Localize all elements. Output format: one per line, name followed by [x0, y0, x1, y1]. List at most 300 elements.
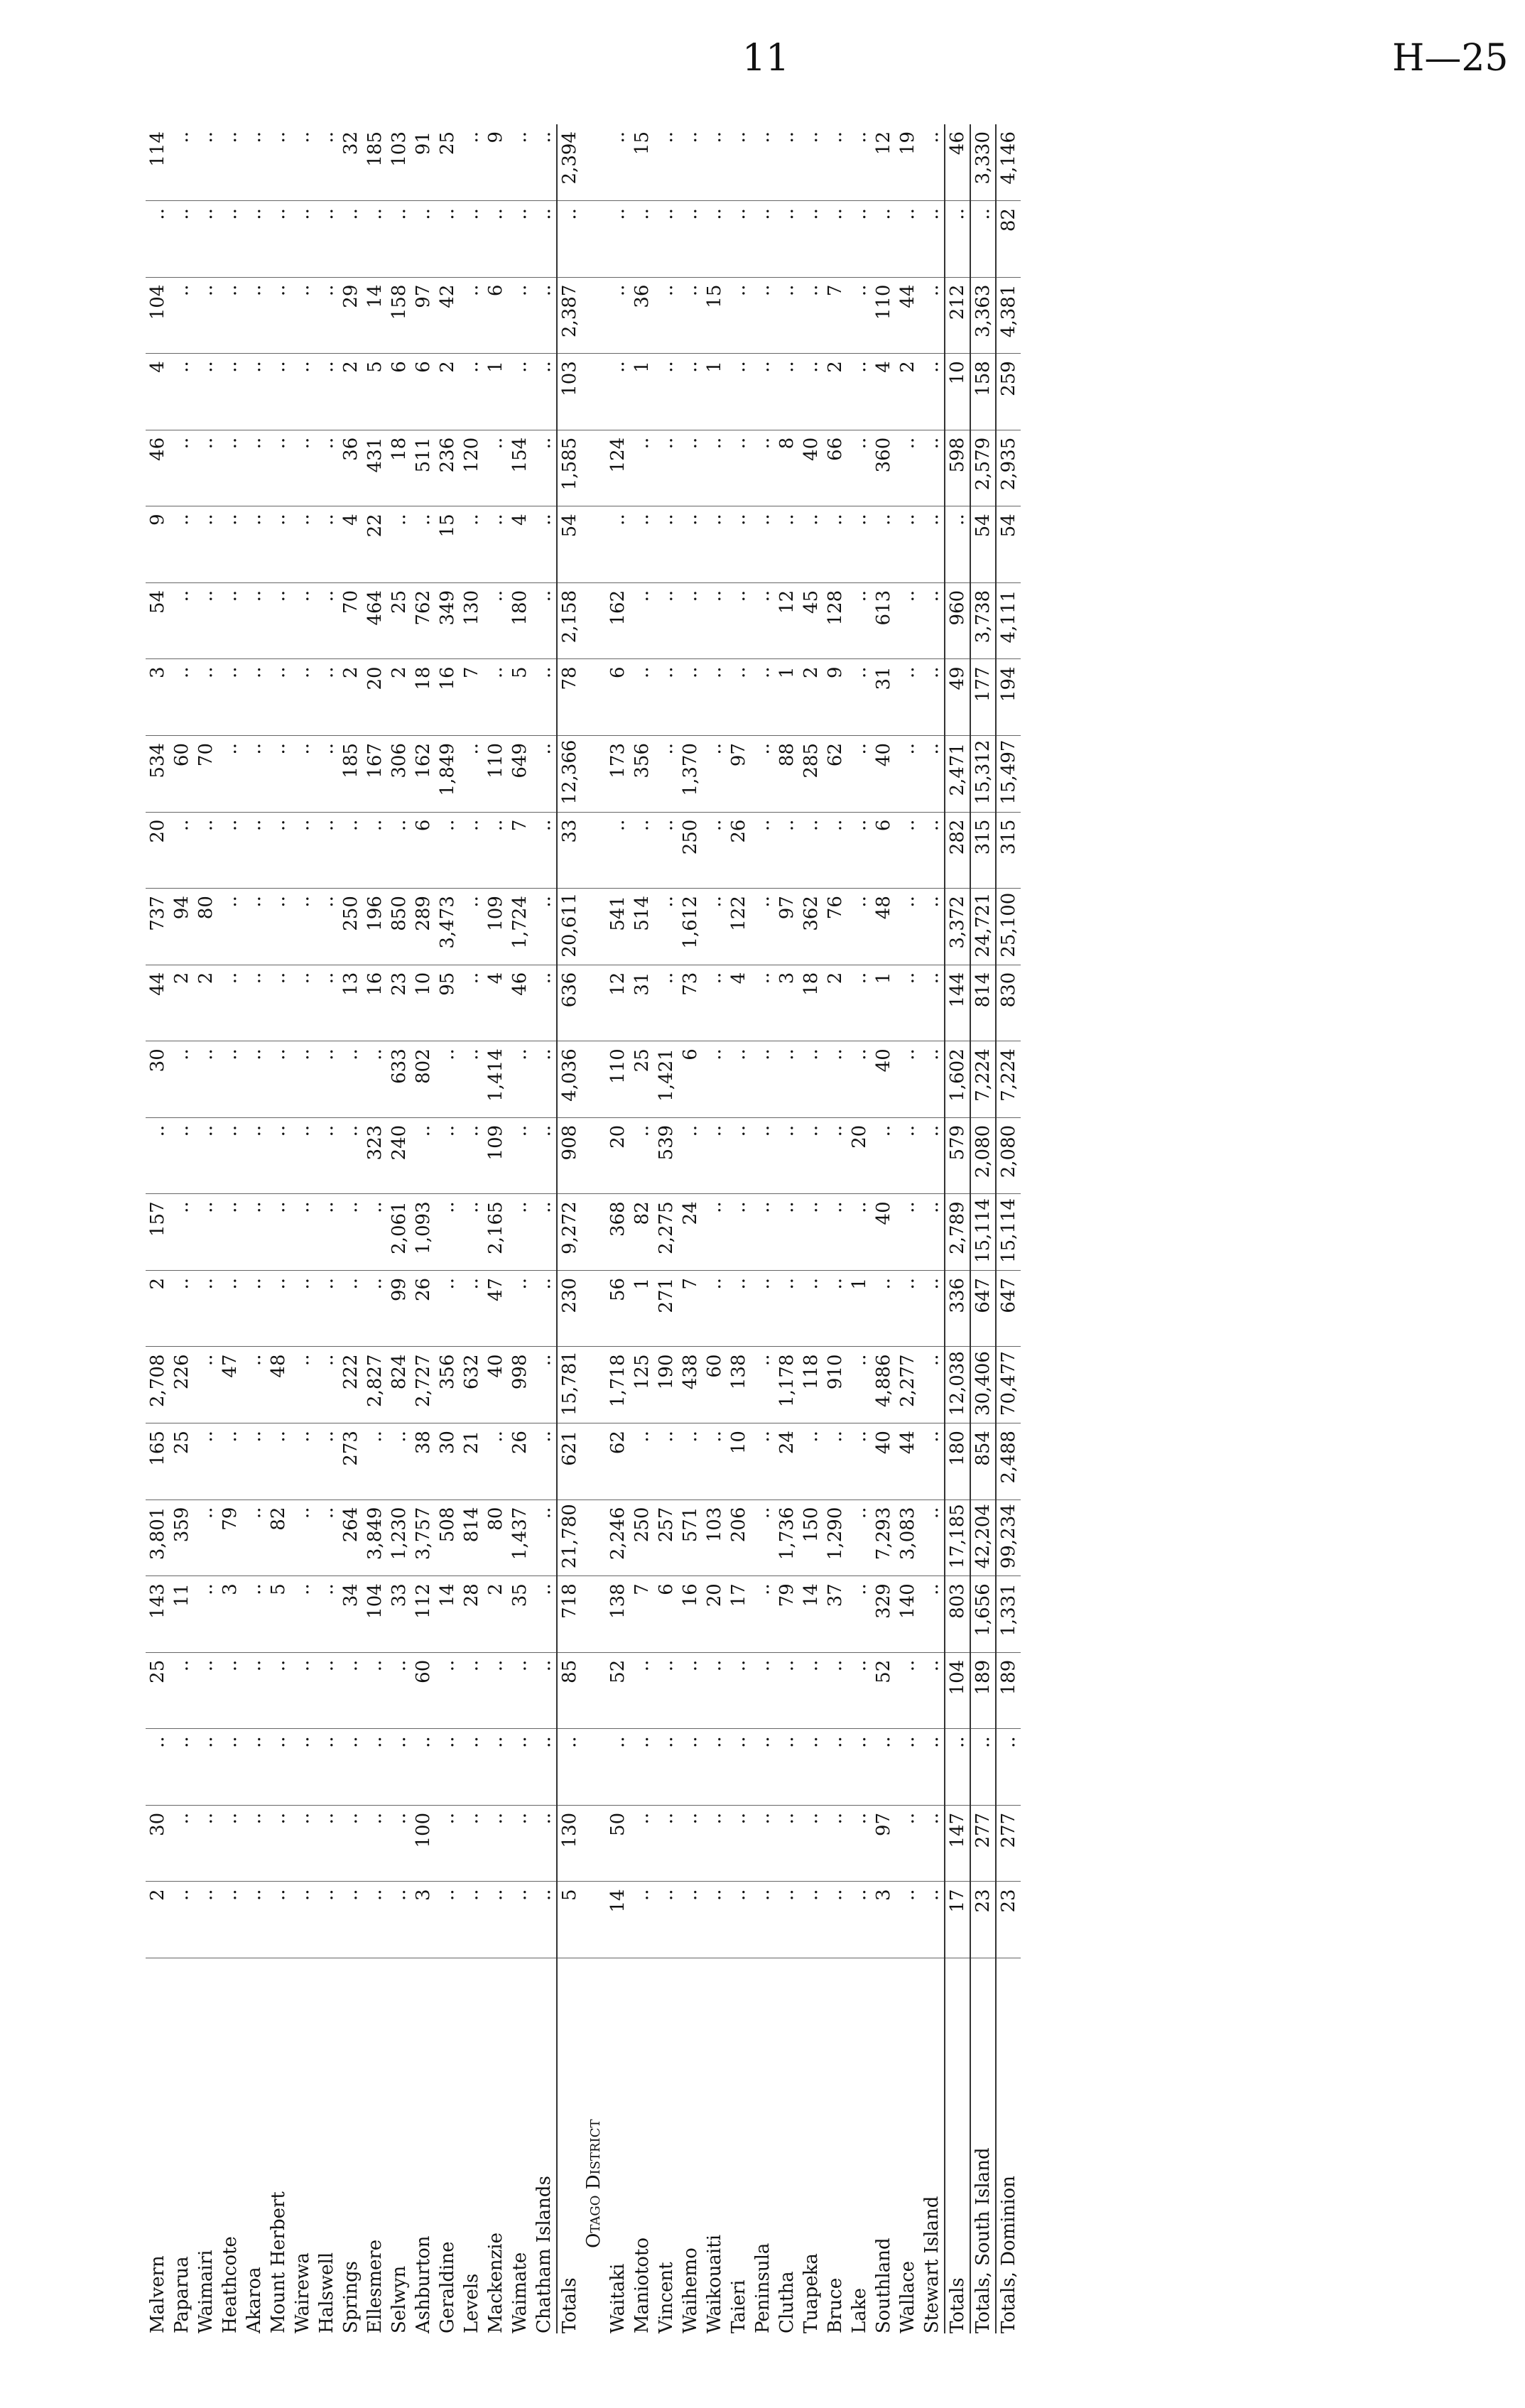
- table-cell: ..: [532, 582, 557, 659]
- table-cell: 185: [339, 736, 363, 813]
- table-cell: 82: [266, 1499, 291, 1576]
- table-cell: ..: [315, 812, 339, 889]
- table-cell: ..: [194, 1805, 218, 1882]
- table-cell: ..: [847, 1576, 872, 1653]
- table-cell: 21: [460, 1423, 484, 1500]
- table-cell: ..: [266, 1270, 291, 1347]
- table-cell: 62: [823, 736, 847, 813]
- table-cell: 31: [872, 659, 896, 736]
- table-cell: ..: [218, 354, 242, 430]
- table-cell: 830: [996, 965, 1021, 1041]
- table-cell: ..: [775, 1805, 799, 1882]
- table-cell: [582, 1729, 606, 1806]
- table-cell: ..: [266, 1882, 291, 1958]
- table-cell: ..: [194, 1499, 218, 1576]
- table-cell: ..: [170, 1194, 194, 1271]
- table-cell: 7,224: [996, 1041, 1021, 1118]
- table-cell: ..: [387, 1882, 411, 1958]
- table-cell: ..: [751, 201, 775, 278]
- table-cell: ..: [702, 1652, 727, 1729]
- table-cell: ..: [315, 277, 339, 354]
- table-cell: 143: [146, 1576, 170, 1653]
- table-cell: ..: [532, 1194, 557, 1271]
- table-row-total: [557, 124, 582, 2333]
- table-cell: 36: [630, 277, 654, 354]
- table-cell: ..: [291, 1652, 315, 1729]
- table-cell: 1: [630, 1270, 654, 1347]
- table-cell: 7: [508, 812, 532, 889]
- table-cell: ..: [315, 1347, 339, 1423]
- table-cell: ..: [702, 1423, 727, 1500]
- row-label: Wallace: [897, 2260, 918, 2333]
- table-cell: 240: [387, 1117, 411, 1194]
- table-cell: 1,414: [484, 1041, 508, 1118]
- table-cell: ..: [678, 1423, 702, 1500]
- table-cell: ..: [315, 201, 339, 278]
- table-cell: [582, 582, 606, 659]
- table-cell: ..: [751, 1499, 775, 1576]
- table-cell: 4: [872, 354, 896, 430]
- table-cell: ..: [266, 506, 291, 583]
- table-cell: 15,781: [557, 1347, 582, 1423]
- table-cell: ..: [242, 430, 266, 506]
- table-cell: 1,656: [970, 1576, 996, 1653]
- table-cell: ..: [242, 1270, 266, 1347]
- statistics-table: [146, 124, 1021, 2333]
- table-cell: 33: [387, 1576, 411, 1653]
- table-row: [847, 124, 872, 2333]
- table-cell: ..: [847, 1652, 872, 1729]
- table-cell: ..: [435, 1270, 460, 1347]
- table-cell: 7: [823, 277, 847, 354]
- table-cell: ..: [775, 506, 799, 583]
- table-cell: ..: [363, 1652, 387, 1729]
- row-label: Totals, Dominion: [996, 1958, 1021, 2334]
- table-cell: 12: [775, 582, 799, 659]
- table-cell: 534: [146, 736, 170, 813]
- table-cell: ..: [242, 1423, 266, 1500]
- table-cell: ..: [266, 1041, 291, 1118]
- table-cell: 1,437: [508, 1499, 532, 1576]
- table-row: [799, 124, 823, 2333]
- table-cell: ..: [170, 124, 194, 201]
- table-cell: 147: [945, 1805, 970, 1882]
- table-cell: 9: [484, 124, 508, 201]
- table-cell: ..: [823, 1194, 847, 1271]
- table-cell: 76: [823, 889, 847, 965]
- row-label: Chatham Islands: [533, 2176, 555, 2333]
- table-cell: 2: [387, 659, 411, 736]
- table-cell: 24: [678, 1194, 702, 1271]
- table-cell: ..: [363, 1270, 387, 1347]
- table-cell: ..: [266, 965, 291, 1041]
- table-cell: ..: [847, 965, 872, 1041]
- table-cell: 908: [557, 1117, 582, 1194]
- table-cell: 52: [872, 1652, 896, 1729]
- table-cell: 154: [508, 430, 532, 506]
- table-cell: ..: [484, 582, 508, 659]
- table-cell: 4,111: [996, 582, 1021, 659]
- table-cell: ..: [823, 201, 847, 278]
- table-cell: ..: [751, 277, 775, 354]
- table-cell: ..: [387, 201, 411, 278]
- table-cell: ..: [532, 1652, 557, 1729]
- table-cell: [582, 354, 606, 430]
- table-cell: ..: [920, 1499, 945, 1576]
- row-label: Vincent: [656, 2262, 677, 2333]
- table-cell: ..: [920, 736, 945, 813]
- table-cell: ..: [896, 1805, 920, 1882]
- table-cell: ..: [218, 1805, 242, 1882]
- table-cell: 306: [387, 736, 411, 813]
- table-cell: ..: [727, 1882, 751, 1958]
- table-cell: ..: [702, 201, 727, 278]
- table-row: [435, 124, 460, 2333]
- table-cell: ..: [654, 201, 678, 278]
- table-cell: ..: [847, 1499, 872, 1576]
- table-cell: 48: [266, 1347, 291, 1423]
- table-cell: ..: [363, 812, 387, 889]
- page-reference: H—25: [1392, 37, 1509, 80]
- table-cell: 18: [387, 430, 411, 506]
- table-cell: 2,061: [387, 1194, 411, 1271]
- table-cell: ..: [291, 582, 315, 659]
- table-cell: 54: [146, 582, 170, 659]
- table-row: [775, 124, 799, 2333]
- table-row: [146, 124, 170, 2333]
- row-label: Maniototo: [631, 2237, 653, 2333]
- table-cell: ..: [508, 1041, 532, 1118]
- table-cell: ..: [896, 1117, 920, 1194]
- table-cell: ..: [266, 582, 291, 659]
- table-cell: ..: [751, 1041, 775, 1118]
- row-label: Totals, South Island: [970, 1958, 996, 2334]
- table-cell: 5: [557, 1882, 582, 1958]
- table-cell: ..: [218, 1652, 242, 1729]
- table-cell: 85: [557, 1652, 582, 1729]
- table-cell: ..: [363, 1805, 387, 1882]
- table-cell: 329: [872, 1576, 896, 1653]
- table-cell: ..: [654, 889, 678, 965]
- table-cell: ..: [218, 506, 242, 583]
- table-row-total: [945, 124, 970, 2333]
- table-cell: 2,727: [411, 1347, 435, 1423]
- row-label: Akaroa: [244, 2267, 265, 2333]
- table-cell: ..: [387, 1423, 411, 1500]
- table-cell: ..: [678, 1805, 702, 1882]
- table-cell: ..: [751, 354, 775, 430]
- table-cell: 541: [606, 889, 630, 965]
- table-cell: 15: [435, 506, 460, 583]
- table-cell: ..: [799, 1652, 823, 1729]
- table-cell: 158: [970, 354, 996, 430]
- table-cell: 15,114: [996, 1194, 1021, 1271]
- table-cell: ..: [291, 736, 315, 813]
- table-cell: 10: [411, 965, 435, 1041]
- table-cell: 104: [945, 1652, 970, 1729]
- table-cell: ..: [291, 354, 315, 430]
- table-cell: 20: [702, 1576, 727, 1653]
- table-cell: 24,721: [970, 889, 996, 965]
- table-cell: ..: [363, 1882, 387, 1958]
- table-cell: 12,366: [557, 736, 582, 813]
- table-cell: ..: [170, 1270, 194, 1347]
- table-row: [727, 124, 751, 2333]
- table-cell: ..: [218, 659, 242, 736]
- table-cell: ..: [775, 277, 799, 354]
- table-cell: ..: [896, 1270, 920, 1347]
- table-cell: 6: [411, 812, 435, 889]
- table-cell: 56: [606, 1270, 630, 1347]
- table-cell: ..: [508, 1270, 532, 1347]
- table-cell: ..: [532, 1805, 557, 1882]
- table-cell: ..: [218, 201, 242, 278]
- table-cell: ..: [170, 1117, 194, 1194]
- table-cell: ..: [339, 201, 363, 278]
- table-cell: 45: [799, 582, 823, 659]
- table-cell: 5: [266, 1576, 291, 1653]
- table-cell: 128: [823, 582, 847, 659]
- table-cell: 60: [702, 1347, 727, 1423]
- table-cell: ..: [823, 124, 847, 201]
- table-cell: ..: [508, 124, 532, 201]
- table-cell: ..: [218, 430, 242, 506]
- table-cell: 80: [194, 889, 218, 965]
- table-cell: ..: [315, 889, 339, 965]
- table-cell: ..: [242, 812, 266, 889]
- table-cell: ..: [678, 506, 702, 583]
- table-cell: ..: [411, 1117, 435, 1194]
- table-cell: 40: [872, 736, 896, 813]
- table-cell: ..: [315, 124, 339, 201]
- table-cell: 206: [727, 1499, 751, 1576]
- row-label: Waimate: [509, 2252, 531, 2333]
- table-cell: 44: [146, 965, 170, 1041]
- table-cell: 4,381: [996, 277, 1021, 354]
- table-cell: ..: [460, 1041, 484, 1118]
- table-cell: 37: [823, 1576, 847, 1653]
- table-cell: ..: [920, 1576, 945, 1653]
- table-cell: ..: [751, 1652, 775, 1729]
- table-cell: 33: [557, 812, 582, 889]
- table-cell: 3,738: [970, 582, 996, 659]
- table-cell: 3,849: [363, 1499, 387, 1576]
- table-cell: ..: [557, 1729, 582, 1806]
- table-cell: 30: [146, 1041, 170, 1118]
- table-cell: ..: [266, 1652, 291, 1729]
- table-cell: ..: [532, 1347, 557, 1423]
- table-cell: ..: [170, 812, 194, 889]
- table-cell: ..: [799, 1194, 823, 1271]
- table-cell: 2: [194, 965, 218, 1041]
- table-cell: ..: [484, 812, 508, 889]
- table-cell: ..: [242, 124, 266, 201]
- table-cell: ..: [630, 1423, 654, 1500]
- table-cell: ..: [751, 1194, 775, 1271]
- table-cell: ..: [945, 506, 970, 583]
- table-cell: 2,579: [970, 430, 996, 506]
- table-cell: 109: [484, 1117, 508, 1194]
- table-cell: ..: [291, 889, 315, 965]
- table-cell: 46: [945, 124, 970, 201]
- row-label: Mackenzie: [485, 2233, 506, 2333]
- table-cell: 44: [896, 1423, 920, 1500]
- table-cell: ..: [896, 965, 920, 1041]
- table-cell: ..: [751, 1423, 775, 1500]
- table-cell: 2: [823, 354, 847, 430]
- table-cell: 1,230: [387, 1499, 411, 1576]
- table-cell: ..: [315, 659, 339, 736]
- table-cell: ..: [678, 1729, 702, 1806]
- table-cell: ..: [896, 430, 920, 506]
- table-cell: 48: [872, 889, 896, 965]
- table-cell: ..: [339, 1882, 363, 1958]
- table-cell: 50: [606, 1805, 630, 1882]
- table-cell: 44: [896, 277, 920, 354]
- table-cell: ..: [727, 354, 751, 430]
- table-cell: 737: [146, 889, 170, 965]
- table-cell: ..: [508, 1194, 532, 1271]
- table-cell: ..: [291, 506, 315, 583]
- table-cell: ..: [920, 965, 945, 1041]
- table-cell: ..: [532, 277, 557, 354]
- table-cell: ..: [170, 1805, 194, 1882]
- table-cell: ..: [315, 1576, 339, 1653]
- table-cell: 2,471: [945, 736, 970, 813]
- table-cell: ..: [702, 812, 727, 889]
- table-cell: ..: [654, 1729, 678, 1806]
- table-cell: ..: [266, 736, 291, 813]
- table-cell: ..: [654, 1423, 678, 1500]
- table-cell: 162: [606, 582, 630, 659]
- table-cell: ..: [194, 201, 218, 278]
- table-row: [896, 124, 920, 2333]
- row-label: Bruce: [825, 2277, 846, 2333]
- table-cell: 130: [460, 582, 484, 659]
- row-label: Geraldine: [437, 2241, 458, 2333]
- table-cell: ..: [291, 1805, 315, 1882]
- table-cell: ..: [266, 201, 291, 278]
- table-cell: ..: [896, 1041, 920, 1118]
- table-cell: ..: [242, 1117, 266, 1194]
- table-cell: ..: [678, 430, 702, 506]
- table-cell: ..: [823, 1270, 847, 1347]
- table-cell: ..: [678, 277, 702, 354]
- table-cell: ..: [606, 277, 630, 354]
- table-cell: ..: [242, 1347, 266, 1423]
- table-cell: 40: [872, 1423, 896, 1500]
- table-cell: ..: [799, 1117, 823, 1194]
- table-cell: 162: [411, 736, 435, 813]
- table-cell: ..: [920, 124, 945, 201]
- table-cell: 4: [484, 965, 508, 1041]
- table-cell: 97: [775, 889, 799, 965]
- table-cell: [582, 965, 606, 1041]
- table-cell: 1: [847, 1270, 872, 1347]
- table-cell: 16: [435, 659, 460, 736]
- table-cell: 5: [508, 659, 532, 736]
- table-cell: 718: [557, 1576, 582, 1653]
- table-cell: 9: [146, 506, 170, 583]
- table-cell: 180: [945, 1423, 970, 1500]
- table-cell: [582, 1270, 606, 1347]
- table-cell: ..: [508, 1805, 532, 1882]
- table-cell: ..: [339, 1041, 363, 1118]
- table-cell: ..: [194, 582, 218, 659]
- table-cell: [582, 812, 606, 889]
- table-cell: ..: [872, 201, 896, 278]
- table-cell: ..: [146, 1117, 170, 1194]
- table-cell: ..: [218, 1041, 242, 1118]
- table-cell: ..: [775, 1041, 799, 1118]
- table-cell: ..: [654, 812, 678, 889]
- table-cell: 2,394: [557, 124, 582, 201]
- table-cell: 850: [387, 889, 411, 965]
- table-cell: 7,293: [872, 1499, 896, 1576]
- table-cell: ..: [751, 736, 775, 813]
- table-cell: 1: [702, 354, 727, 430]
- table-cell: ..: [799, 1805, 823, 1882]
- table-cell: 1,612: [678, 889, 702, 965]
- table-cell: ..: [751, 812, 775, 889]
- table-cell: 70: [339, 582, 363, 659]
- table-cell: ..: [727, 1194, 751, 1271]
- table-cell: 257: [654, 1499, 678, 1576]
- table-cell: 114: [146, 124, 170, 201]
- table-cell: ..: [606, 354, 630, 430]
- table-cell: ..: [532, 1882, 557, 1958]
- table-cell: 2: [339, 659, 363, 736]
- table-cell: 46: [508, 965, 532, 1041]
- table-cell: 97: [872, 1805, 896, 1882]
- table-cell: ..: [872, 1117, 896, 1194]
- table-cell: 273: [339, 1423, 363, 1500]
- table-cell: [582, 1652, 606, 1729]
- table-cell: ..: [363, 1423, 387, 1500]
- table-cell: 15: [702, 277, 727, 354]
- table-cell: [582, 201, 606, 278]
- table-cell: 103: [387, 124, 411, 201]
- table-cell: ..: [532, 430, 557, 506]
- table-cell: [582, 1347, 606, 1423]
- table-cell: 190: [654, 1347, 678, 1423]
- table-cell: ..: [702, 1041, 727, 1118]
- table-cell: ..: [460, 1194, 484, 1271]
- table-cell: 20,611: [557, 889, 582, 965]
- table-cell: ..: [920, 1041, 945, 1118]
- table-cell: 13: [339, 965, 363, 1041]
- table-cell: 79: [775, 1576, 799, 1653]
- table-cell: 2,708: [146, 1347, 170, 1423]
- table-cell: ..: [315, 1270, 339, 1347]
- table-cell: ..: [823, 1423, 847, 1500]
- table-cell: ..: [484, 430, 508, 506]
- table-cell: ..: [363, 201, 387, 278]
- table-cell: 271: [654, 1270, 678, 1347]
- table-cell: 2,158: [557, 582, 582, 659]
- table-cell: ..: [920, 1805, 945, 1882]
- table-cell: 7: [460, 659, 484, 736]
- table-cell: ..: [702, 659, 727, 736]
- table-cell: ..: [435, 812, 460, 889]
- table-cell: 1,718: [606, 1347, 630, 1423]
- table-cell: 25: [170, 1423, 194, 1500]
- table-cell: ..: [484, 1423, 508, 1500]
- table-cell: 150: [799, 1499, 823, 1576]
- table-cell: 40: [484, 1347, 508, 1423]
- table-cell: ..: [847, 1729, 872, 1806]
- table-row: [751, 124, 775, 2333]
